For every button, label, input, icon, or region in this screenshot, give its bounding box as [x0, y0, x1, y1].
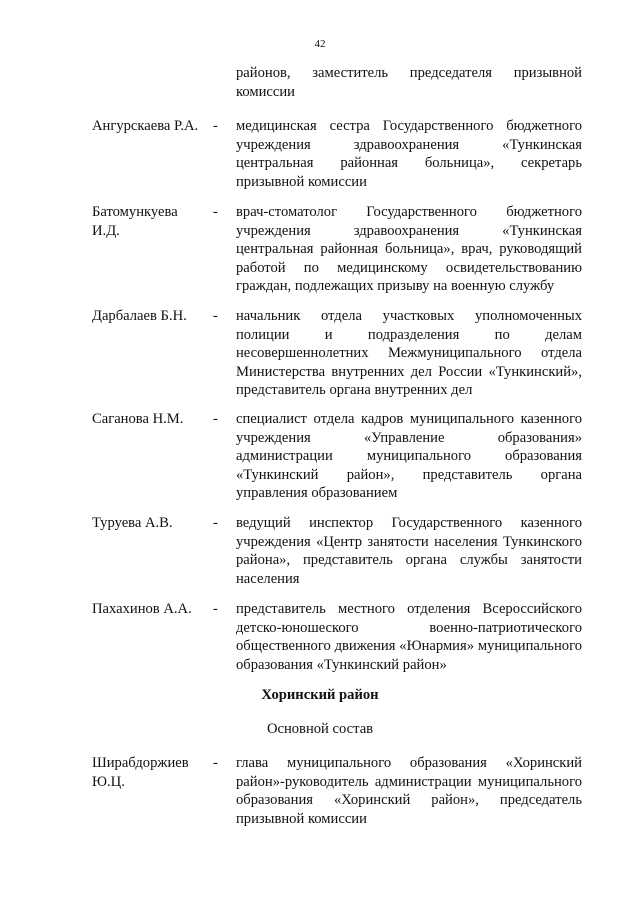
member-dash: -: [213, 515, 218, 531]
member-description: врач-стоматолог Государственного бюджетного учреждения здравоохранения «Тункинская центральная районная больница», врач, руководящий работой по медицинскому освидетельствованию граждан, подлежащих призыву на военную службу: [236, 204, 582, 294]
member-description: глава муниципального образования «Хоринский район»-руководитель администрации муниципального образования «Хоринский район», председатель призывной комиссии: [236, 755, 582, 827]
member-name: Саганова Н.М.: [92, 411, 184, 427]
member-name: Дарбалаев Б.Н.: [92, 308, 187, 324]
member-description: начальник отдела участковых уполномоченных полиции и подразделения по делам несовершеннолетних Межмуниципального отдела Министерства внутренних дел России «Тункинский», представитель органа внутренних дел: [236, 308, 582, 398]
member-name: Ширабдоржиев Ю.Ц.: [92, 755, 189, 790]
member-description: медицинская сестра Государственного бюджетного учреждения здравоохранения «Тункинская центральная районная больница», секретарь призывной комиссии: [236, 118, 582, 190]
district-title: Хоринский район: [261, 687, 379, 703]
member-name: Пахахинов А.А.: [92, 601, 192, 617]
member-description: представитель местного отделения Всероссийского детско-юношеского военно-патриотического общественного движения «Юнармия» муниципального образования «Тункинский район»: [236, 601, 582, 673]
member-dash: -: [213, 308, 218, 324]
member-name: Туруева А.В.: [92, 515, 173, 531]
member-dash: -: [213, 204, 218, 220]
composition-title: Основной состав: [266, 721, 374, 737]
member-dash: -: [213, 755, 218, 771]
member-description: специалист отдела кадров муниципального казенного учреждения «Управление образования» администрации муниципального образования «Тункинский район», представитель органа управления образованием: [236, 411, 582, 501]
member-name: Батомункуева И.Д.: [92, 204, 178, 239]
member-dash: -: [213, 118, 218, 134]
member-description: ведущий инспектор Государственного казенного учреждения «Центр занятости населения Тункинского района», представитель органа службы занятости населения: [236, 515, 582, 587]
member-dash: -: [213, 411, 218, 427]
continuation-text: районов, заместитель председателя призывной комиссии: [236, 65, 582, 100]
page-number: 42: [314, 38, 326, 50]
member-dash: -: [213, 601, 218, 617]
member-name: Ангурскаева Р.А.: [92, 118, 199, 134]
